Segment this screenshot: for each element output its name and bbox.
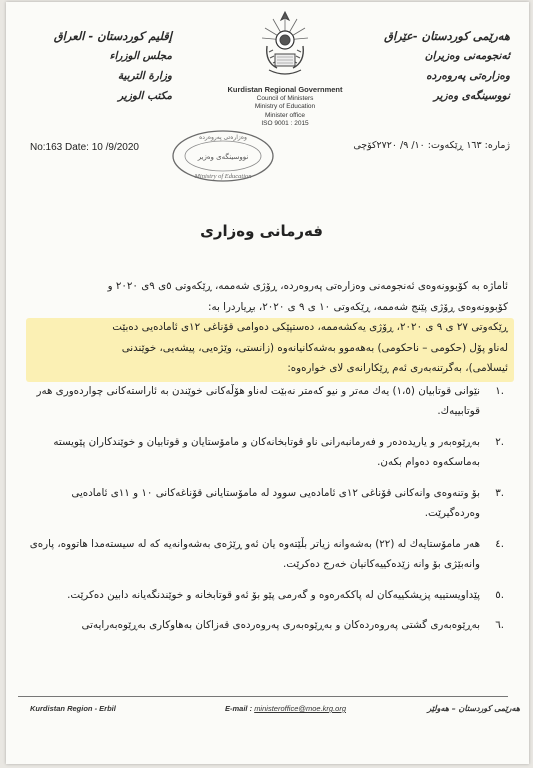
item-text: هەر مامۆستایەك لە (٢٢) بەشەوانە زیاتر بڵێتەوە یان ئەو ڕێژەی بەشەوانەیە كە لە سیستەمدا هاتووە، پارەی وانەبێژی بۆ وانە زێدەكییەكانیان خەرج دەكرێت. xyxy=(29,537,480,570)
highlight-line: ئیسلامی)، بەگرتنەبەری ئەم ڕێكارانەی لای خوارەوە: xyxy=(287,362,508,374)
item-text: بەڕێوەبەری گشتی پەروەردەكان و بەڕێوەبەری پەروەردەی قەزاكان بەهاوكاری بەڕێوەبەرایەتی xyxy=(81,619,480,631)
kurdish-header-line: هەرێمی كوردستان -عێراق xyxy=(384,29,510,43)
item-number: .٣ xyxy=(495,486,504,499)
english-header-line: Minister office xyxy=(265,111,305,119)
english-header-line: Kurdistan Regional Government xyxy=(227,85,343,94)
intro-paragraph xyxy=(26,276,508,317)
document-body xyxy=(26,276,508,646)
list-item xyxy=(26,483,508,524)
reference-number-kurdish: ژمارە: ١٦٣ ڕێكەوت: ١٠/ ٩/ ٢٧٢٠كۆچی xyxy=(353,140,510,151)
footer-divider xyxy=(18,696,508,697)
item-text: بەڕێوەبەر و یاریدەدەر و فەرمانبەرانی ناو قوتابخانەكان و مامۆستایان و قوتابیان و خوێندكاران پێویستە بەماسكەوە دەوام بكەن. xyxy=(53,435,480,468)
highlight-line: لەناو پۆل (حكومی – ناحكومی) بەهەموو بەشەكانیانەوە (زانستی، وێژەیی، پیشەیی، خوێندنی xyxy=(121,341,508,354)
kurdish-header-line: وەزارەتی پەروەردە xyxy=(426,70,510,82)
item-number: .٥ xyxy=(495,588,504,601)
item-text: پێداویستییە پزیشكییەكان لە پاككەرەوە و گەرمی پێو بۆ ئەو قوتابخانە و خوێندنگەیانە دابین دەكرێت. xyxy=(67,588,480,601)
list-item xyxy=(26,585,508,606)
arabic-header-line: إقليم كوردستان - العراق xyxy=(53,29,172,43)
stamp-top-text: وەزارەتی پەروەردە xyxy=(199,134,247,141)
email-link[interactable]: ministeroffice@moe.krg.org xyxy=(254,704,346,713)
footer-location-english: Kurdistan Region - Erbil xyxy=(30,704,116,713)
office-stamp xyxy=(170,128,276,184)
arabic-header xyxy=(22,26,172,106)
kurdish-header-line: ئەنجومەنی وەزیران xyxy=(424,50,510,62)
item-number: .٤ xyxy=(495,537,504,550)
english-header-line: Council of Ministers xyxy=(256,94,314,102)
footer-email xyxy=(225,704,346,713)
item-text: بۆ وتنەوەی وانەكانی قۆناغی ١٢ی ئامادەیی سوود لە مامۆستایانی قۆناغەكانی ١٠ و ١١ی ئامادەیی وەردەگیرێت. xyxy=(71,486,480,519)
footer-location-kurdish: هەرێمی كوردستان – هەولێر xyxy=(427,704,520,713)
arabic-header-line: مجلس الوزراء xyxy=(109,50,172,62)
list-item xyxy=(26,615,508,636)
highlighted-paragraph xyxy=(26,317,508,379)
arabic-header-line: وزارة التربية xyxy=(117,70,172,82)
english-header xyxy=(185,86,385,129)
english-header-line: Ministry of Education xyxy=(254,103,316,110)
list-item xyxy=(26,432,508,473)
item-number: .٢ xyxy=(495,435,504,448)
arabic-header-line: مكتب الوزير xyxy=(118,90,172,102)
kurdish-header-line: نووسینگەی وەزیر xyxy=(433,90,510,102)
item-text: نێوانی قوتابیان (١،٥) یەك مەتر و نیو كەمتر نەبێت لەناو هۆڵەكانی خوێندن بە ئاراستەكانی چواردەوری هەر قوتابییەك. xyxy=(36,384,480,417)
item-number: .١ xyxy=(495,384,504,397)
item-number: .٦ xyxy=(495,619,504,631)
decision-list xyxy=(26,381,508,636)
krg-emblem-icon xyxy=(255,6,315,84)
english-header-line: ISO 9001 : 2015 xyxy=(261,120,309,127)
intro-line: كۆبوونەوەی ڕۆژی پێنج شەممە، ڕێكەوتی ١٠ ی ٩ ی ٢٠٢٠، بڕیاردرا بە: xyxy=(207,300,508,313)
list-item xyxy=(26,381,508,422)
email-label: E-mail : xyxy=(225,704,253,713)
highlight-line: ڕێكەوتی ٢٧ ی ٩ ی ٢٠٢٠، ڕۆژی یەكشەممە، دەستپێكی دەوامی قۆناغی ١٢ی ئامادەیی دەبێت xyxy=(112,321,508,333)
document-title: فەرمانی وەزاری xyxy=(200,222,323,240)
reference-number-english: No:163 Date: 10 /9/2020 xyxy=(30,142,139,153)
stamp-bottom-text: Ministry of Education xyxy=(194,173,252,180)
intro-line: ئاماژە بە كۆبوونەوەی ئەنجومەنی وەزارەتی پەروەردە، ڕۆژی شەممە، ڕێكەوتی ٥ی ٩ی ٢٠٢٠ و xyxy=(107,280,508,292)
list-item xyxy=(26,534,508,575)
stamp-middle-text: نووسینگەی وەزیر xyxy=(197,153,249,161)
